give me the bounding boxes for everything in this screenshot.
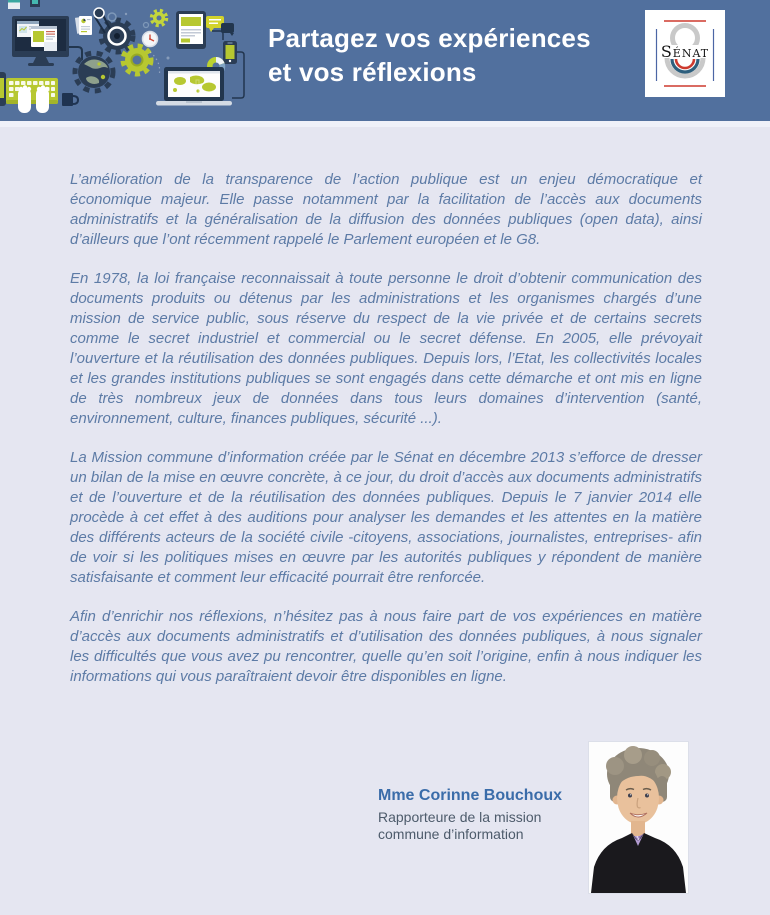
signature-block bbox=[378, 787, 588, 843]
header-separator bbox=[0, 121, 770, 127]
header-banner bbox=[0, 0, 770, 121]
senat-logo-icon bbox=[645, 10, 725, 97]
page-title-line1: Partagez vos expériences bbox=[268, 23, 591, 53]
signature-role-line1: Rapporteure de la mission bbox=[378, 809, 542, 825]
keyboard-icon bbox=[6, 78, 58, 104]
paragraph-appel-contributions: Afin d’enrichir nos réflexions, n’hésitez pas à nous faire part de vos expériences en matière d’accès aux documents administratifs et d’utilisation des données publiques, à nous signaler les difficultés que vous avez pu rencontrer, quelle qu’en soit l’origine, enfin à nous indiquer les informations qui vous paraîtraient devoir être disponibles en ligne. bbox=[70, 608, 702, 685]
clock-icon bbox=[143, 32, 158, 47]
paragraph-loi-1978: En 1978, la loi française reconnaissait à toute personne le droit d’obtenir communication des documents produits ou détenus par les administrations et les organismes chargés d’une mission de service public, sous réserve du respect de la vie privée et de certains secrets comme le secret industriel et commercial ou le secret défense. En 2005, elle prévoyait l’ouverture et la réutilisation des données publiques. Depuis lors, l’Etat, les collectivités locales et les grandes institutions publiques se sont engagés dans cette démarche et ont mis en ligne de très nombreux jeux de données dans tous leurs domaines d’intervention (santé, environnement, culture, finances publiques, sécurité ...). bbox=[70, 270, 702, 427]
signature-role-line2: commune d’information bbox=[378, 826, 524, 842]
intro-text bbox=[70, 170, 702, 706]
tablet-icon bbox=[176, 11, 206, 49]
portrait-illustration bbox=[589, 742, 688, 893]
signature-name: Mme Corinne Bouchoux bbox=[378, 787, 563, 804]
page-title bbox=[268, 21, 591, 89]
tech-illustration bbox=[0, 0, 250, 121]
portrait-photo bbox=[589, 742, 688, 893]
paragraph-transparence: L’amélioration de la transparence de l’action publique est un enjeu démocratique et économique majeur. Elle passe notamment par la facilitation de l’accès aux documents administratifs et la généralisation de la diffusion des données publiques (open data), ainsi d’ailleurs que l’ont récemment rappelé le Parlement européen et le G8. bbox=[70, 171, 702, 248]
document-icon bbox=[75, 16, 92, 35]
senat-logo-text: Sénat bbox=[660, 42, 710, 61]
senat-logo bbox=[645, 10, 725, 97]
paragraph-mission-commune: La Mission commune d’information créée par le Sénat en décembre 2013 s’efforce de dresser un bilan de la mise en œuvre concrète, à ce jour, du droit d’accès aux documents administratifs et de l’ouverture et de la réutilisation des données publiques. Depuis le 7 janvier 2014 elle procède à cet effet à des auditions pour analyser les demandes et les attentes en la matière des différents acteurs de la société civile -citoyens, associations, journalistes, entreprises- afin de voir si les politiques mises en œuvre par les autorités publiques y répondent de manière satisfaisante et comment leur efficacité pourrait être renforcée. bbox=[70, 449, 702, 586]
smartphone-edge-icon bbox=[0, 72, 6, 106]
page-title-line2: et vos réflexions bbox=[268, 57, 477, 87]
